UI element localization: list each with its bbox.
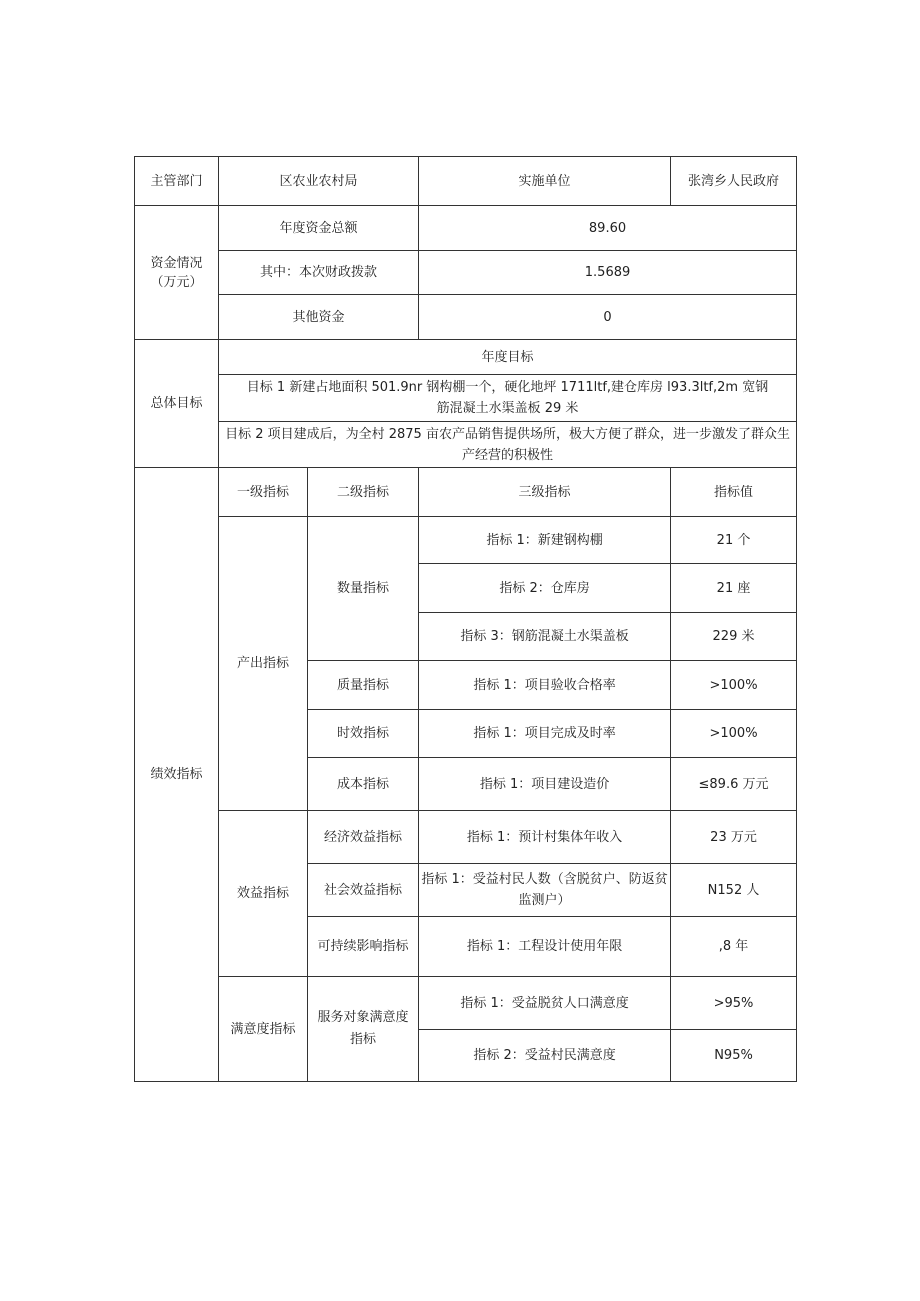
quality-indicator-label: 质量指标 <box>308 661 419 710</box>
indicator-name: 指标 1：项目完成及时率 <box>419 710 671 758</box>
impl-label: 实施单位 <box>419 157 671 206</box>
social-indicator-label: 社会效益指标 <box>308 864 419 917</box>
indicator-value: N152 人 <box>671 864 797 917</box>
service-satisfaction-label: 服务对象满意度 指标 <box>308 977 419 1082</box>
funds-other-label: 其他资金 <box>219 295 419 340</box>
indicator-name: 指标 1：受益村民人数（含脱贫户、防返贫监测户） <box>419 864 671 917</box>
goal-2: 目标 2 项目建成后，为全村 2875 亩农产品销售提供场所，极大方便了群众，进一步激发了群众生产经营的积极性 <box>219 422 797 468</box>
benefit-indicator-label: 效益指标 <box>219 811 308 977</box>
col-header-level3: 三级指标 <box>419 468 671 517</box>
indicator-name: 指标 1：工程设计使用年限 <box>419 917 671 977</box>
col-header-value: 指标值 <box>671 468 797 517</box>
indicator-value: 21 个 <box>671 517 797 564</box>
funds-allocation-value: 1.5689 <box>419 251 797 295</box>
dept-value: 区农业农村局 <box>219 157 419 206</box>
funds-allocation-label: 其中：本次财政拨款 <box>219 251 419 295</box>
goals-header: 年度目标 <box>219 340 797 375</box>
indicator-name: 指标 1：受益脱贫人口满意度 <box>419 977 671 1030</box>
indicator-value: N95% <box>671 1030 797 1082</box>
indicator-value: >100% <box>671 710 797 758</box>
indicator-value: 21 座 <box>671 564 797 613</box>
cost-indicator-label: 成本指标 <box>308 758 419 811</box>
quantity-indicator-label: 数量指标 <box>308 517 419 661</box>
indicator-value: ,8 年 <box>671 917 797 977</box>
col-header-level2: 二级指标 <box>308 468 419 517</box>
indicator-name: 指标 1：预计村集体年收入 <box>419 811 671 864</box>
funds-other-value: 0 <box>419 295 797 340</box>
indicator-value: >95% <box>671 977 797 1030</box>
funds-total-value: 89.60 <box>419 206 797 251</box>
funds-total-label: 年度资金总额 <box>219 206 419 251</box>
indicator-name: 指标 2：仓库房 <box>419 564 671 613</box>
impl-value: 张湾乡人民政府 <box>671 157 797 206</box>
output-indicator-label: 产出指标 <box>219 517 308 811</box>
indicator-value: 229 米 <box>671 613 797 661</box>
performance-section-label: 绩效指标 <box>135 468 219 1082</box>
economic-indicator-label: 经济效益指标 <box>308 811 419 864</box>
indicator-value: >100% <box>671 661 797 710</box>
indicator-name: 指标 3：钢筋混凝土水渠盖板 <box>419 613 671 661</box>
goal-1: 目标 1 新建占地面积 501.9nr 钢构棚一个，硬化地坪 1711ltf,建仓库房 l93.3ltf,2m 宽钢 筋混凝土水渠盖板 29 米 <box>219 375 797 422</box>
indicator-name: 指标 1：项目验收合格率 <box>419 661 671 710</box>
performance-table <box>134 156 797 1082</box>
satisfaction-indicator-label: 满意度指标 <box>219 977 308 1082</box>
dept-label: 主管部门 <box>135 157 219 206</box>
col-header-level1: 一级指标 <box>219 468 308 517</box>
indicator-name: 指标 1：新建钢构棚 <box>419 517 671 564</box>
indicator-name: 指标 2：受益村民满意度 <box>419 1030 671 1082</box>
sustainable-indicator-label: 可持续影响指标 <box>308 917 419 977</box>
indicator-value: 23 万元 <box>671 811 797 864</box>
indicator-value: ≤89.6 万元 <box>671 758 797 811</box>
indicator-name: 指标 1：项目建设造价 <box>419 758 671 811</box>
timeliness-indicator-label: 时效指标 <box>308 710 419 758</box>
goals-section-label: 总体目标 <box>135 340 219 468</box>
funds-section-label: 资金情况 （万元） <box>135 206 219 340</box>
